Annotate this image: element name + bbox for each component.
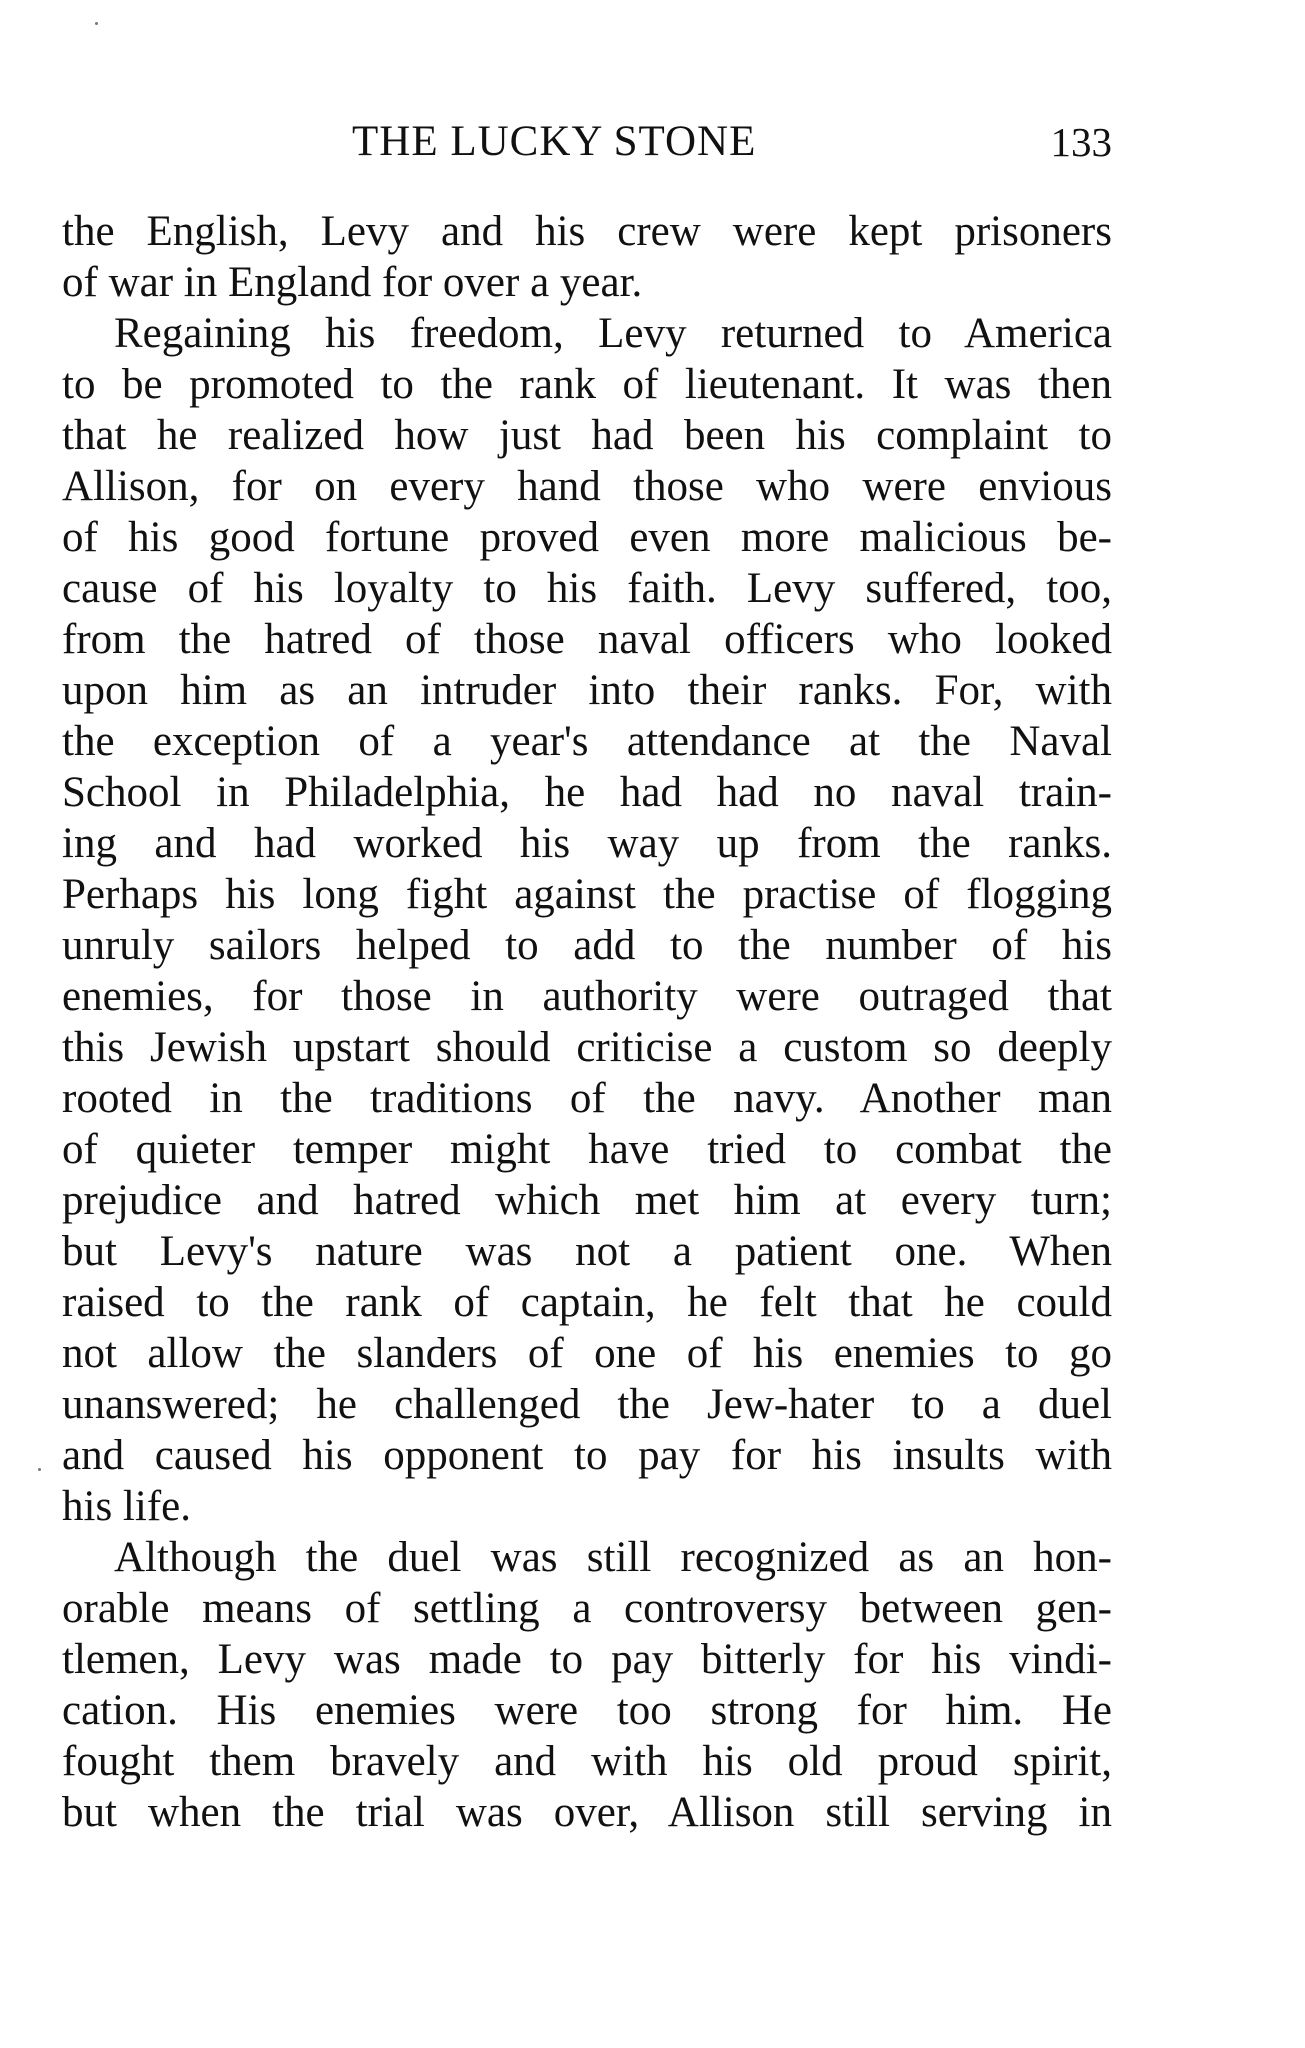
text-line: from the hatred of those naval officers who looked — [62, 616, 1112, 663]
text-line: Allison, for on every hand those who were envious — [62, 463, 1112, 510]
paper-speck — [95, 22, 98, 25]
text-line: not allow the slanders of one of his enemies to go — [62, 1330, 1112, 1377]
text-line: rooted in the traditions of the navy. Another man — [62, 1075, 1112, 1122]
text-line: of his good fortune proved even more malicious be- — [62, 514, 1112, 561]
text-line: Although the duel was still recognized as an hon- — [114, 1534, 1112, 1581]
text-line: prejudice and hatred which met him at every turn; — [62, 1177, 1112, 1224]
text-line: raised to the rank of captain, he felt that he could — [62, 1279, 1112, 1326]
text-line: cation. His enemies were too strong for him. He — [62, 1687, 1112, 1734]
text-line: this Jewish upstart should criticise a custom so deeply — [62, 1024, 1112, 1071]
text-line: tlemen, Levy was made to pay bitterly for his vindi- — [62, 1636, 1112, 1683]
text-line: upon him as an intruder into their ranks. For, with — [62, 667, 1112, 714]
text-line: to be promoted to the rank of lieutenant. It was then — [62, 361, 1112, 408]
text-line: that he realized how just had been his complaint to — [62, 412, 1112, 459]
text-line: unruly sailors helped to add to the number of his — [62, 922, 1112, 969]
text-line: but when the trial was over, Allison still serving in — [62, 1789, 1112, 1836]
body-text — [62, 206, 1112, 1838]
text-line: orable means of settling a controversy between gen- — [62, 1585, 1112, 1632]
page-number: 133 — [1050, 119, 1112, 165]
text-line: unanswered; he challenged the Jew-hater to a duel — [62, 1381, 1112, 1428]
text-line: fought them bravely and with his old proud spirit, — [62, 1738, 1112, 1785]
paper-speck — [38, 1468, 41, 1471]
running-head — [62, 112, 1112, 172]
text-line: but Levy's nature was not a patient one. When — [62, 1228, 1112, 1275]
text-line: his life. — [62, 1483, 191, 1530]
text-line: enemies, for those in authority were outraged that — [62, 973, 1112, 1020]
running-title: THE LUCKY STONE — [352, 118, 757, 165]
text-line: School in Philadelphia, he had had no naval train- — [62, 769, 1112, 816]
text-line: of war in England for over a year. — [62, 259, 643, 306]
text-line: Perhaps his long fight against the practise of flogging — [62, 871, 1112, 918]
text-line: Regaining his freedom, Levy returned to America — [114, 310, 1112, 357]
text-line: and caused his opponent to pay for his insults with — [62, 1432, 1112, 1479]
text-line: of quieter temper might have tried to combat the — [62, 1126, 1112, 1173]
text-line: the exception of a year's attendance at the Naval — [62, 718, 1112, 765]
text-line: ing and had worked his way up from the ranks. — [62, 820, 1112, 867]
text-line: the English, Levy and his crew were kept prisoners — [62, 208, 1112, 255]
text-line: cause of his loyalty to his faith. Levy suffered, too, — [62, 565, 1112, 612]
